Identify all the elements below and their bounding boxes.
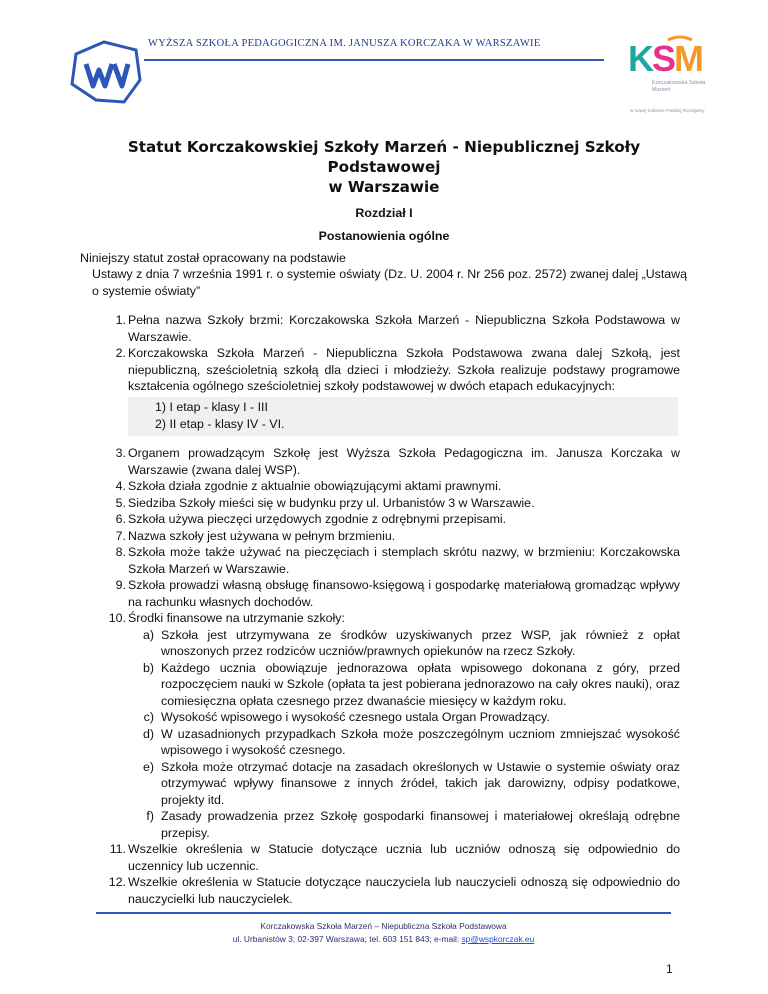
- list-item: [80, 544, 680, 577]
- finance-item: [80, 726, 680, 759]
- list-item: [80, 345, 680, 395]
- item-text: Nazwa szkoły jest używana w pełnym brzmieniu.: [128, 528, 396, 543]
- ksm-letter-s: S: [652, 38, 675, 79]
- list-item: [80, 312, 680, 345]
- finance-item: [80, 709, 680, 726]
- list-item: [80, 610, 680, 627]
- finance-item: [80, 808, 680, 841]
- footer-school-name: Korczakowska Szkoła Marzeń – Niepubliczna Szkoła Podstawowa: [260, 921, 507, 931]
- list-item: [80, 511, 680, 528]
- footer-address: ul. Urbanistów 3; 02-397 Warszawa; tel. 603 151 843; e-mail:: [232, 934, 462, 944]
- item-number: 5.: [115, 495, 126, 510]
- title-line-1: Statut Korczakowskiej Szkoły Marzeń - Niepublicznej Szkoły Podstawowej: [127, 138, 641, 176]
- finance-letter: c): [143, 710, 154, 724]
- finance-letter: a): [142, 627, 154, 642]
- finance-text: Szkoła jest utrzymywana ze środków uzyskiwanych przez WSP, jak również z opłat wnoszonych przez rodziców uczniów/prawnych opiekunów na rzecz Szkoły.: [161, 627, 680, 658]
- stage-item-1: 1) I etap - klasy I - III: [155, 400, 268, 414]
- item-number: 1.: [115, 313, 126, 327]
- stage-item-2: 2) II etap - klasy IV - VI.: [155, 417, 285, 431]
- finance-letter: e): [142, 759, 154, 774]
- footer-email-link[interactable]: sp@wspkorczak.eu: [461, 934, 535, 944]
- footer-divider: [96, 912, 671, 914]
- wsp-logo-icon: [66, 36, 144, 106]
- intro-line-1: Niniejszy statut został opracowany na podstawie: [80, 251, 346, 265]
- item-number: 4.: [115, 479, 126, 493]
- finance-text: Każdego ucznia obowiązuje jednorazowa opłata wpisowego dokonana z góry, przed rozpoczęciem nauki w Szkole (opłata ta jest pobierana jednorazowo na cały okres nauki), oraz comiesięczna opłata czesnego przez dwanaście miesięcy w każdym roku.: [161, 660, 680, 708]
- item-text: Szkoła używa pieczęci urzędowych zgodnie z odrębnymi przepisami.: [128, 512, 507, 526]
- item-number: 9.: [115, 578, 126, 592]
- ksm-subtitle: Korczakowska Szkoła Marzeń: [652, 80, 706, 93]
- footer-contact: [96, 934, 671, 944]
- finance-item: [80, 660, 680, 710]
- intro-line-2: Ustawy z dnia 7 września 1991 r. o systemie oświaty (Dz. U. 2004 r. Nr 256 poz. 2572) zwanej dalej „Ustawą o systemie oświaty”: [92, 267, 688, 298]
- list-item: [80, 577, 680, 610]
- finance-letter: b): [142, 660, 154, 675]
- item-text: Szkoła działa zgodnie z aktualnie obowiązującymi aktami prawnymi.: [128, 479, 502, 493]
- list-item: [80, 478, 680, 495]
- finance-letter: f): [146, 809, 154, 823]
- page-header: [66, 28, 706, 113]
- finance-text: W uzasadnionych przypadkach Szkoła może poszczególnym uczniom zmniejszać wysokość wpisowego i wysokość czesnego.: [161, 726, 680, 757]
- list-item: [80, 528, 680, 545]
- title-line-2: w Warszawie: [328, 178, 440, 196]
- list-item: [80, 445, 680, 478]
- finance-text: Zasady prowadzenia przez Szkołę gospodarki finansowej i materiałowej określają odrębne przepisy.: [161, 809, 680, 840]
- item-text: Pełna nazwa Szkoły brzmi: Korczakowska Szkoła Marzeń - Niepubliczna Szkoła Podstawowa w Warszawie.: [128, 313, 680, 344]
- page-number: 1: [666, 962, 673, 976]
- item-number: 3.: [115, 446, 126, 460]
- item-number: 11.: [109, 842, 126, 856]
- item-text: Korczakowska Szkoła Marzeń - Niepubliczna Szkoła Podstawowa zwana dalej Szkołą, jest niepubliczną, sześcioletnią szkołą dla dzieci i młodzieży. Szkoła realizuje podstawy programowe kształcenia ogólnego sześcioletniej szkoły podstawowej w dwóch etapach edukacyjnych:: [128, 346, 680, 393]
- chapter-heading: Rozdział I: [355, 206, 413, 220]
- list-item: [80, 841, 680, 874]
- item-text: Organem prowadzącym Szkołę jest Wyższa Szkoła Pedagogiczna im. Janusza Korczaka w Warszawie (zwana dalej WSP).: [128, 446, 680, 477]
- institution-name: WYŻSZA SZKOŁA PEDAGOGICZNA IM. JANUSZA KORCZAKA W WARSZAWIE: [148, 38, 541, 49]
- finance-item: [80, 759, 680, 809]
- item-number: 6.: [115, 512, 126, 526]
- finance-text: Wysokość wpisowego i wysokość czesnego ustala Organ Prowadzący.: [161, 710, 550, 724]
- list-items-1-2: [80, 312, 680, 395]
- chapter-title: Postanowienia ogólne: [318, 229, 450, 243]
- header-divider: [144, 59, 604, 61]
- item-number: 2.: [115, 346, 126, 360]
- item-text: Wszelkie określenia w Statucie dotyczące ucznia lub uczniów odnoszą się odpowiednio do uczennicy lub uczennic.: [128, 842, 680, 873]
- item-number: 10.: [108, 611, 126, 625]
- item-text: Środki finansowe na utrzymanie szkoły:: [128, 611, 345, 625]
- list-items-3-10: [80, 445, 680, 907]
- ksm-letter-m: M: [674, 38, 703, 79]
- item-text: Siedziba Szkoły mieści się w budynku przy ul. Urbanistów 3 w Warszawie.: [128, 495, 535, 510]
- finance-text: Szkoła może otrzymać dotacje na zasadach określonych w Ustawie o systemie oświaty oraz otrzymywać wpływy finansowe z innych źródeł, takich jak darowizny, odpisy podatkowe, projekty itd.: [161, 759, 680, 807]
- item-text: Szkoła prowadzi własną obsługę finansowo-księgową i gospodarkę materiałową gromadząc wpływy na rachunku własnych dochodów.: [128, 578, 680, 609]
- finance-item: [80, 627, 680, 660]
- ksm-wordmark: [628, 38, 702, 80]
- finance-letter: d): [142, 726, 154, 741]
- item-text: Szkoła może także używać na pieczęciach i stemplach skrótu nazwy, w brzmieniu: Korczakowska Szkoła Marzeń w Warszawie.: [128, 545, 680, 576]
- item-text: Wszelkie określenia w Statucie dotyczące nauczyciela lub nauczycieli odnoszą się odpowiednio do nauczycielki lub nauczycielek.: [128, 875, 680, 906]
- ksm-letter-k: K: [628, 38, 652, 79]
- item-number: 7.: [115, 528, 126, 543]
- item-number: 12.: [108, 875, 126, 889]
- ksm-tagline: w nowej Kobiecie Polskiej Rozwijamy: [630, 108, 705, 113]
- list-item: [80, 495, 680, 512]
- list-item: [80, 874, 680, 907]
- document-title: [80, 137, 688, 197]
- item-number: 8.: [115, 545, 126, 559]
